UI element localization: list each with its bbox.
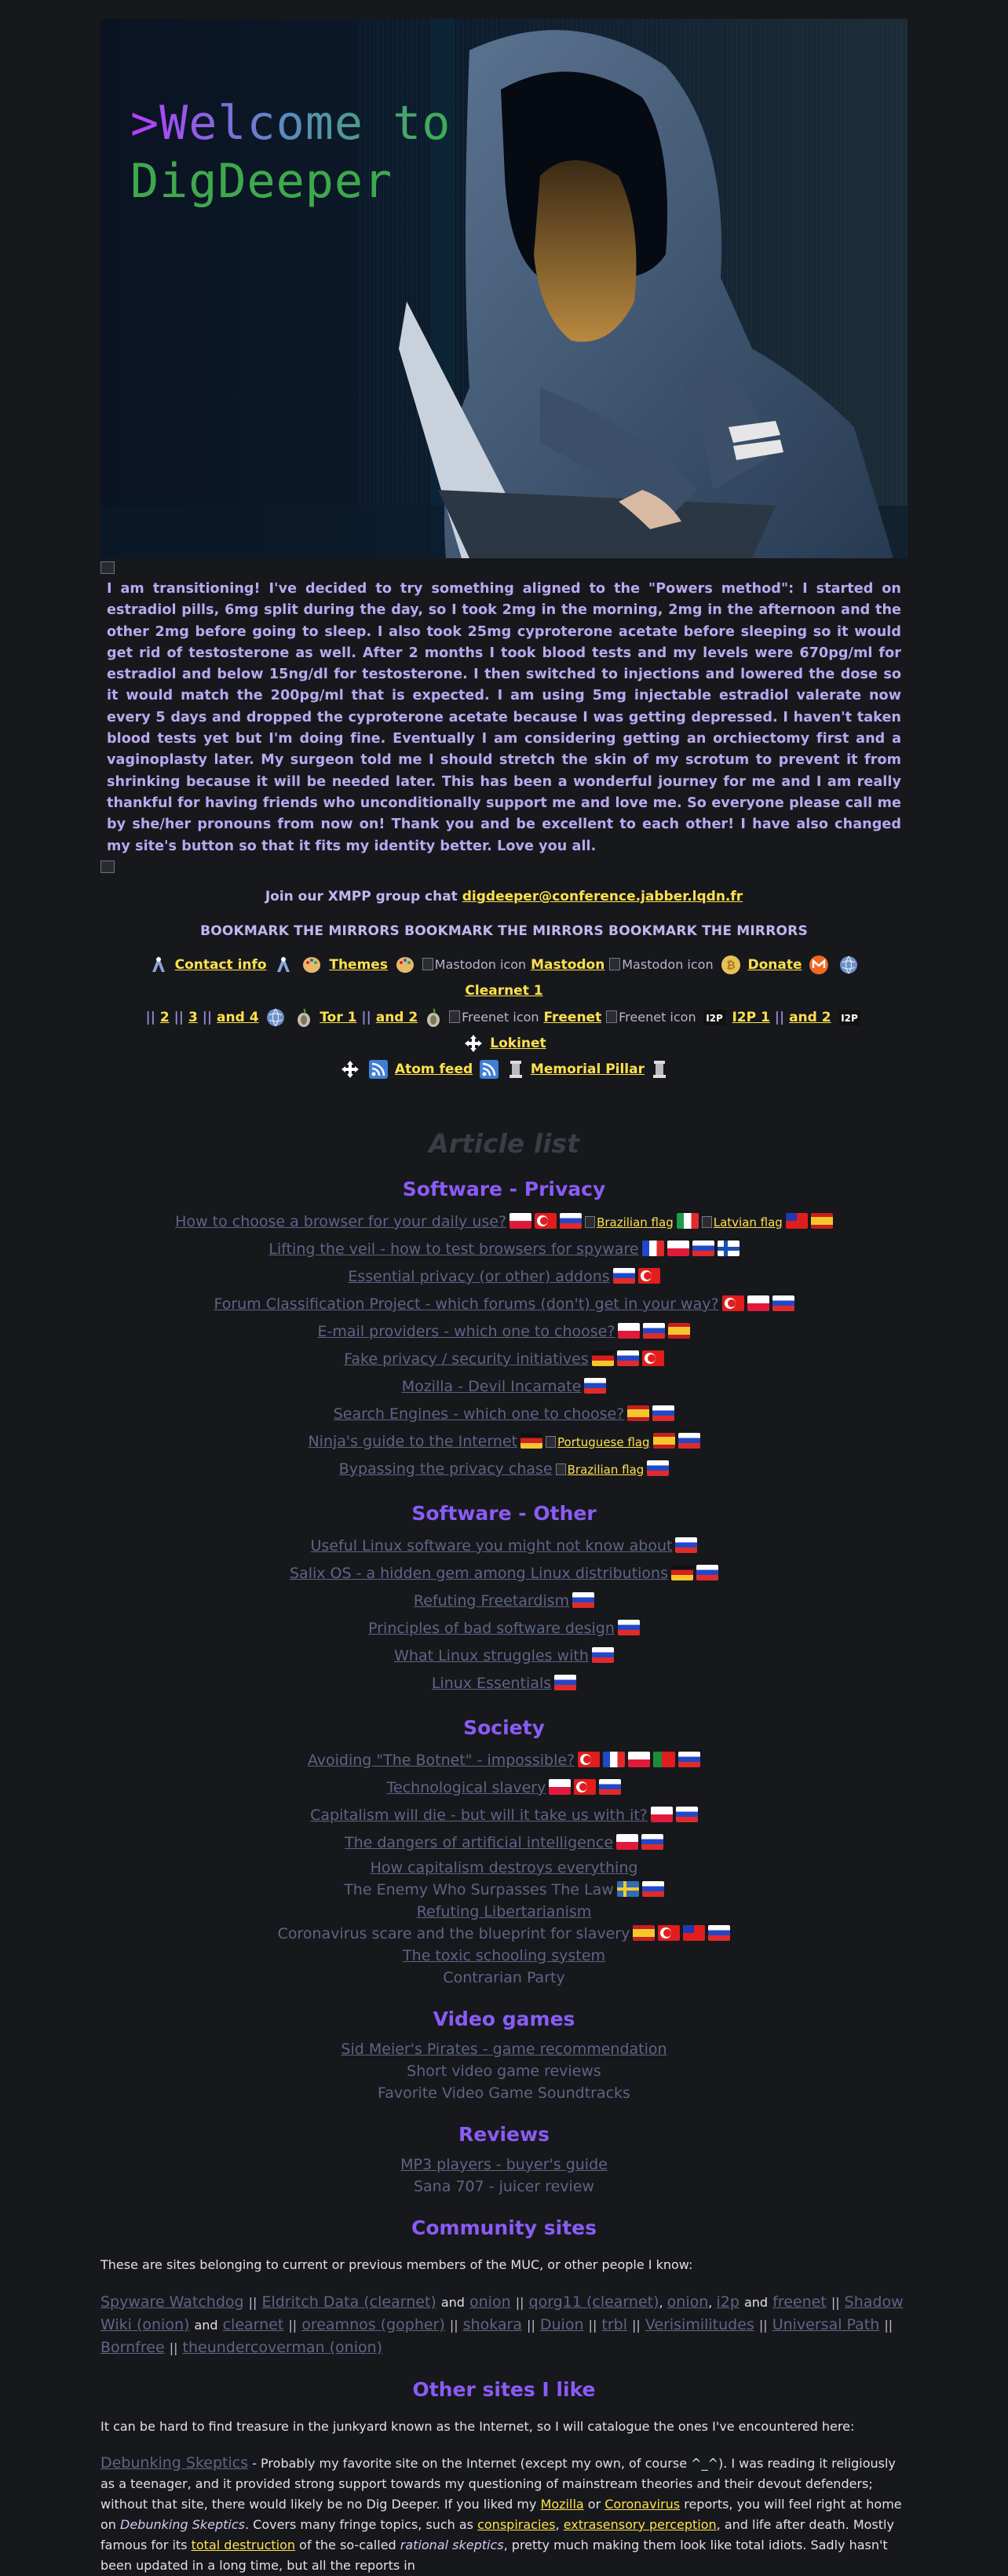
portuguese-flag-icon[interactable]: Portuguese flag <box>546 1435 649 1449</box>
atom-feed-link[interactable]: Atom feed <box>394 1061 473 1077</box>
total-destruction-link[interactable]: total destruction <box>191 2537 296 2552</box>
community-link[interactable]: onion <box>469 2293 511 2311</box>
separator: || <box>361 1009 371 1025</box>
desc-text: - Probably my favorite site on the Internet (except my own, of course ^_^). I was reading it religiously as a teenager, and it provided strong support towards my questioning of mainstream theories and their devout defenders; without that site, there would likely be no Dig Deeper. If you liked my <box>100 2455 896 2512</box>
article-link[interactable]: Coronavirus scare and the blueprint for slavery <box>277 1924 630 1942</box>
article-link[interactable]: How to choose a browser for your daily use? <box>175 1212 507 1230</box>
site-links <box>132 952 876 1083</box>
other-sites-intro: It can be hard to find treasure in the junkyard known as the Internet, so I will catalogue the ones I've encountered here: <box>100 2418 855 2434</box>
clearnet-globe-icon <box>838 955 859 975</box>
tor-onion-icon-right <box>425 1007 442 1028</box>
list-item <box>100 1346 908 1373</box>
list-item <box>100 1588 908 1615</box>
i2p-icon <box>703 1010 725 1025</box>
article-link[interactable]: Mozilla - Devil Incarnate <box>401 1377 582 1395</box>
category-community-sites: Community sites <box>411 2216 597 2239</box>
transition-announcement: I am transitioning! I've decided to try something aligned to the "Powers method": I started on estradiol pills, 6mg split during the day, so I took 2mg in the morning, 2mg in the afternoon and the other 2mg before going to sleep. I also took 25mg cyproterone acetate before sleeping so it would get rid of testosterone as well. After 2 months I took blood tests and my levels were 670pg/ml for estradiol and below 15ng/dl for testosterone. I then switched to injections and lowered the dose so it would match the 200pg/ml that is expected. I am using 5mg injectable estradiol valerate now every 5 days and dropped the cyproterone acetate because I was getting depressed. I haven't taken blood tests yet but I'm doing fine. Eventually I am considering getting an orchiectomy first and a vaginoplasty later. My surgeon told me I should stretch the skin of my scrotum to prevent it from shrinking because it will be needed later. This has been a wonderful journey for me and I am really thankful for having friends who unconditionally support me and love me. So everyone please call me by she/her pronouns from now on! Thank you and be excellent to each other! I have also changed my site's button so that it fits my identity better. Love you all. <box>107 581 901 854</box>
tor-2-link[interactable]: and 2 <box>375 1009 418 1025</box>
brazilian-flag-icon[interactable]: Brazilian flag <box>585 1215 674 1230</box>
list-item <box>100 2038 908 2060</box>
list-item <box>100 2060 908 2082</box>
list-item <box>100 1901 908 1923</box>
palette-icon-right <box>395 955 415 975</box>
spanish-flag-icon <box>633 1925 655 1941</box>
community-link[interactable]: i2p <box>716 2293 740 2311</box>
article-link[interactable]: Linux Essentials <box>431 1674 552 1692</box>
donate-link[interactable]: Donate <box>747 956 802 973</box>
spanish-flag-icon <box>668 1323 690 1339</box>
community-link[interactable]: shokara <box>462 2315 522 2333</box>
russian-flag-icon <box>676 1807 698 1822</box>
russian-flag-icon <box>708 1925 730 1941</box>
list-item <box>100 1945 908 1967</box>
community-link[interactable]: freenet <box>772 2293 827 2311</box>
turkish-flag-icon <box>535 1213 557 1229</box>
desc-text: or <box>583 2496 605 2512</box>
games-article-list <box>100 2038 908 2104</box>
russian-flag-icon <box>772 1295 794 1311</box>
list-item <box>100 2082 908 2104</box>
community-intro: These are sites belonging to current or previous members of the MUC, or other people I know: <box>100 2256 693 2272</box>
article-link[interactable]: Favorite Video Game Soundtracks <box>378 2084 630 2102</box>
pillar-icon <box>508 1059 524 1080</box>
article-link[interactable]: Salix OS - a hidden gem among Linux distributions <box>289 1564 668 1582</box>
list-item <box>100 1670 908 1697</box>
german-flag-icon <box>671 1565 693 1580</box>
debunking-skeptics-description <box>100 2453 908 2576</box>
desc-italic: rational skeptics <box>400 2537 504 2552</box>
french-flag-icon <box>603 1752 625 1767</box>
debunking-skeptics-link[interactable]: Debunking Skeptics <box>100 2454 249 2472</box>
article-link[interactable]: Refuting Libertarianism <box>416 1902 592 1920</box>
russian-flag-icon <box>678 1433 700 1449</box>
freenet-icon-right: Freenet icon <box>606 1010 696 1025</box>
category-other-sites: Other sites I like <box>412 2377 596 2401</box>
list-item <box>100 1857 908 1879</box>
lokinet-icon-right <box>341 1060 360 1079</box>
desc-text: . Covers many fringe topics, such as <box>244 2516 478 2532</box>
xmpp-link[interactable]: digdeeper@conference.jabber.lqdn.fr <box>462 888 743 904</box>
swedish-flag-icon <box>617 1881 639 1897</box>
community-link[interactable]: Eldritch Data (clearnet) <box>261 2293 436 2311</box>
separator: || <box>515 2294 524 2310</box>
polish-flag-icon <box>628 1752 650 1767</box>
russian-flag-icon <box>675 1537 697 1553</box>
article-link[interactable]: What Linux struggles with <box>394 1646 589 1664</box>
german-flag-icon <box>520 1433 542 1449</box>
contact-link[interactable]: Contact info <box>174 956 267 973</box>
reviews-article-list <box>100 2154 908 2198</box>
list-item <box>100 1401 908 1428</box>
turkish-flag-icon <box>722 1295 744 1311</box>
article-link[interactable]: Contrarian Party <box>443 1968 565 1986</box>
list-item <box>100 1642 908 1670</box>
desc-text: of the so-called <box>295 2537 400 2552</box>
list-item <box>100 1428 908 1456</box>
list-item <box>100 1879 908 1901</box>
taiwan-flag-icon <box>683 1925 705 1941</box>
russian-flag-icon <box>642 1881 664 1897</box>
community-link[interactable]: qorg11 (clearnet) <box>528 2293 659 2311</box>
community-link[interactable]: Shadow Wiki (onion) <box>100 2293 904 2333</box>
list-item <box>100 1615 908 1642</box>
list-item <box>100 1747 908 1774</box>
list-item <box>100 1774 908 1802</box>
category-reviews: Reviews <box>458 2122 550 2146</box>
mozilla-report-link[interactable]: Mozilla <box>540 2496 584 2512</box>
article-link[interactable]: E-mail providers - which one to choose? <box>317 1322 615 1340</box>
article-link[interactable]: Sana 707 - juicer review <box>413 2177 595 2195</box>
and-text: and <box>743 2294 769 2310</box>
contact-icon-right <box>274 955 293 975</box>
russian-flag-icon <box>647 1460 669 1476</box>
polish-flag-icon <box>651 1807 673 1822</box>
russian-flag-icon <box>641 1834 663 1850</box>
community-link[interactable]: Duion <box>539 2315 584 2333</box>
article-link[interactable]: The toxic schooling system <box>403 1946 605 1964</box>
article-link[interactable]: How capitalism destroys everything <box>370 1858 638 1876</box>
separator: || <box>449 2317 458 2333</box>
hero-banner <box>100 19 908 558</box>
desc-text: , pretty much making them look like total idiots. Sadly hasn't been updated in a long time, but all the reports in <box>100 2537 888 2573</box>
community-link[interactable]: theundercoverman (onion) <box>182 2338 383 2356</box>
russian-flag-icon <box>643 1323 665 1339</box>
esp-link[interactable]: extrasensory perception <box>563 2516 717 2532</box>
article-link[interactable]: Ninja's guide to the Internet <box>308 1432 518 1450</box>
broken-image-icon <box>100 561 115 574</box>
category-software-other: Software - Other <box>411 1501 597 1525</box>
taiwan-flag-icon <box>786 1213 808 1229</box>
i2p-1-link[interactable]: I2P 1 <box>732 1009 770 1025</box>
society-article-list <box>100 1747 908 1989</box>
category-society: Society <box>463 1716 545 1739</box>
separator: || <box>831 2294 840 2310</box>
clearnet-4-link[interactable]: and 4 <box>217 1009 259 1025</box>
desc-text: , <box>555 2516 564 2532</box>
mastodon-icon-right: Mastodon icon <box>609 957 713 972</box>
mastodon-icon: Mastodon icon <box>422 957 526 972</box>
article-link[interactable]: Principles of bad software design <box>368 1619 615 1637</box>
turkish-flag-icon <box>642 1350 664 1366</box>
monero-icon <box>809 955 829 975</box>
russian-flag-icon <box>652 1405 674 1421</box>
tor-1-link[interactable]: Tor 1 <box>320 1009 357 1025</box>
separator: || <box>527 2317 535 2333</box>
freenet-icon: Freenet icon <box>449 1010 539 1025</box>
article-link[interactable]: Lifting the veil - how to test browsers for spyware <box>268 1240 639 1258</box>
community-link[interactable]: oreamnos (gopher) <box>301 2315 445 2333</box>
russian-flag-icon <box>678 1752 700 1767</box>
category-software-privacy: Software - Privacy <box>402 1177 606 1200</box>
turkish-flag-icon <box>574 1779 596 1795</box>
russian-flag-icon <box>696 1565 718 1580</box>
svg-text:₿: ₿ <box>725 959 736 972</box>
page <box>100 0 908 2576</box>
list-item <box>100 1291 908 1318</box>
other-article-list <box>100 1533 908 1697</box>
polish-flag-icon <box>509 1213 531 1229</box>
separator: || <box>248 2294 257 2310</box>
russian-flag-icon <box>554 1675 576 1690</box>
atom-feed-icon <box>369 1060 388 1079</box>
community-link[interactable]: Universal Path <box>772 2315 880 2333</box>
separator: || <box>884 2317 893 2333</box>
pillar-icon-right <box>652 1059 667 1080</box>
clearnet-3-link[interactable]: 3 <box>188 1009 198 1025</box>
list-item <box>100 1263 908 1291</box>
turkish-flag-icon <box>658 1925 680 1941</box>
xmpp-chat <box>100 889 908 904</box>
tor-onion-icon <box>295 1007 312 1028</box>
spanish-flag-icon <box>811 1213 833 1229</box>
brazilian-flag-icon[interactable]: Brazilian flag <box>556 1463 645 1477</box>
article-link[interactable]: Sid Meier's Pirates - game recommendation <box>341 2040 667 2058</box>
article-link[interactable]: Useful Linux software you might not know about <box>310 1536 673 1555</box>
spanish-flag-icon <box>653 1433 675 1449</box>
russian-flag-icon <box>618 1620 640 1635</box>
lokinet-icon <box>464 1034 483 1053</box>
article-link[interactable]: Technological slavery <box>386 1778 546 1796</box>
list-item <box>100 1802 908 1829</box>
list-item <box>100 1208 908 1236</box>
palette-icon <box>301 955 322 975</box>
bookmark-mirrors: BOOKMARK THE MIRRORS BOOKMARK THE MIRRORS BOOKMARK THE MIRRORS <box>200 923 808 939</box>
bitcoin-icon <box>721 955 741 975</box>
separator: || <box>588 2317 597 2333</box>
mastodon-link[interactable]: Mastodon <box>531 956 605 973</box>
separator: || <box>145 1009 155 1025</box>
article-link[interactable]: Short video game reviews <box>407 2062 601 2080</box>
article-link[interactable]: MP3 players - buyer's guide <box>400 2155 608 2173</box>
list-item <box>100 1318 908 1346</box>
site-button-image <box>100 860 115 873</box>
separator: || <box>758 2317 768 2333</box>
list-item <box>100 1533 908 1560</box>
separator: || <box>169 2340 178 2355</box>
community-link[interactable]: Bornfree <box>100 2338 165 2356</box>
portuguese-flag-icon <box>653 1752 675 1767</box>
coronavirus-report-link[interactable]: Coronavirus <box>604 2496 681 2512</box>
list-item <box>100 1456 908 1483</box>
polish-flag-icon <box>747 1295 769 1311</box>
i2p-2-link[interactable]: and 2 <box>789 1009 831 1025</box>
list-item <box>100 2154 908 2176</box>
svg-text:I2P: I2P <box>840 1012 858 1024</box>
community-links: Spyware Watchdog || Eldritch Data (clearnet) and onion || qorg11 (clearnet), onion, i2p and freenet || Shadow Wiki (onion) and clearnet || oreamnos (gopher) || shokara || Duion || trbl || Verisimilitudes || Universal Path || Bornfree || theundercoverman (onion) <box>100 2293 904 2356</box>
article-link[interactable]: Forum Classification Project - which forums (don't) get in your way? <box>214 1295 719 1313</box>
article-link[interactable]: Search Engines - which one to choose? <box>333 1405 625 1423</box>
atom-feed-icon-right <box>480 1060 499 1079</box>
russian-flag-icon <box>599 1779 621 1795</box>
community-link[interactable]: trbl <box>601 2315 627 2333</box>
and-text: and <box>440 2294 465 2310</box>
and-text: and <box>194 2317 218 2333</box>
article-link[interactable]: Refuting Freetardism <box>413 1591 570 1610</box>
svg-text:I2P: I2P <box>705 1012 723 1024</box>
spanish-flag-icon <box>627 1405 649 1421</box>
hero-title-line1: >Welcome to <box>130 96 451 151</box>
hero-title <box>130 94 451 210</box>
conspiracies-link[interactable]: conspiracies <box>477 2516 556 2532</box>
latvian-flag-icon[interactable]: Latvian flag <box>702 1215 783 1230</box>
memorial-pillar-link[interactable]: Memorial Pillar <box>530 1061 645 1077</box>
polish-flag-icon <box>616 1834 638 1850</box>
separator: || <box>202 1009 213 1025</box>
separator: || <box>173 1009 184 1025</box>
community-link[interactable]: onion <box>667 2293 709 2311</box>
article-link[interactable]: Fake privacy / security initiatives <box>344 1350 589 1368</box>
russian-flag-icon <box>572 1592 594 1608</box>
list-item <box>100 2176 908 2198</box>
list-item <box>100 1829 908 1857</box>
russian-flag-icon <box>560 1213 582 1229</box>
category-video-games: Video games <box>433 2007 575 2030</box>
desc-text: , and life after death. Mostly famous for its <box>100 2516 894 2552</box>
polish-flag-icon <box>549 1779 571 1795</box>
hero-title-line2: DigDeeper <box>130 154 393 209</box>
article-list-heading: Article list <box>429 1127 579 1159</box>
french-flag-icon <box>642 1240 664 1256</box>
article-link[interactable]: Bypassing the privacy chase <box>338 1460 553 1478</box>
turkish-flag-icon <box>578 1752 600 1767</box>
russian-flag-icon <box>613 1268 635 1284</box>
xmpp-label: Join our XMPP group chat <box>265 888 462 904</box>
list-item <box>100 1923 908 1945</box>
russian-flag-icon <box>617 1350 639 1366</box>
lokinet-link[interactable]: Lokinet <box>490 1035 546 1051</box>
russian-flag-icon <box>592 1647 614 1663</box>
russian-flag-icon <box>692 1240 714 1256</box>
german-flag-icon <box>592 1350 614 1366</box>
polish-flag-icon <box>618 1323 640 1339</box>
desc-italic: Debunking Skeptics <box>120 2516 245 2532</box>
privacy-article-list <box>100 1208 908 1483</box>
list-item <box>100 1236 908 1263</box>
themes-link[interactable]: Themes <box>329 956 388 973</box>
article-link[interactable]: The dangers of artificial intelligence <box>344 1833 614 1851</box>
separator: || <box>774 1009 785 1025</box>
turkish-flag-icon <box>638 1268 660 1284</box>
freenet-link[interactable]: Freenet <box>543 1009 602 1025</box>
contact-icon <box>149 955 168 975</box>
article-link[interactable]: The Enemy Who Surpasses The Law <box>344 1880 614 1898</box>
separator: || <box>632 2317 641 2333</box>
separator: || <box>288 2317 298 2333</box>
finnish-flag-icon <box>718 1240 740 1256</box>
list-item <box>100 1967 908 1989</box>
desc-text: reports, you will feel right at home on <box>100 2496 902 2532</box>
russian-flag-icon <box>584 1378 606 1394</box>
community-link[interactable]: Spyware Watchdog <box>100 2293 244 2311</box>
clearnet-1-link[interactable]: Clearnet 1 <box>465 982 543 999</box>
article-link[interactable]: Essential privacy (or other) addons <box>348 1267 610 1285</box>
article-link[interactable]: Avoiding "The Botnet" - impossible? <box>307 1751 575 1769</box>
community-link[interactable]: Verisimilitudes <box>645 2315 754 2333</box>
polish-flag-icon <box>667 1240 689 1256</box>
i2p-icon-right <box>838 1010 860 1025</box>
italian-flag-icon <box>677 1213 699 1229</box>
clearnet-2-link[interactable]: 2 <box>159 1009 170 1025</box>
clearnet-globe-icon-right <box>265 1007 286 1028</box>
list-item <box>100 1560 908 1588</box>
article-link[interactable]: Capitalism will die - but will it take us with it? <box>310 1806 648 1824</box>
community-link[interactable]: clearnet <box>222 2315 284 2333</box>
list-item <box>100 1373 908 1401</box>
